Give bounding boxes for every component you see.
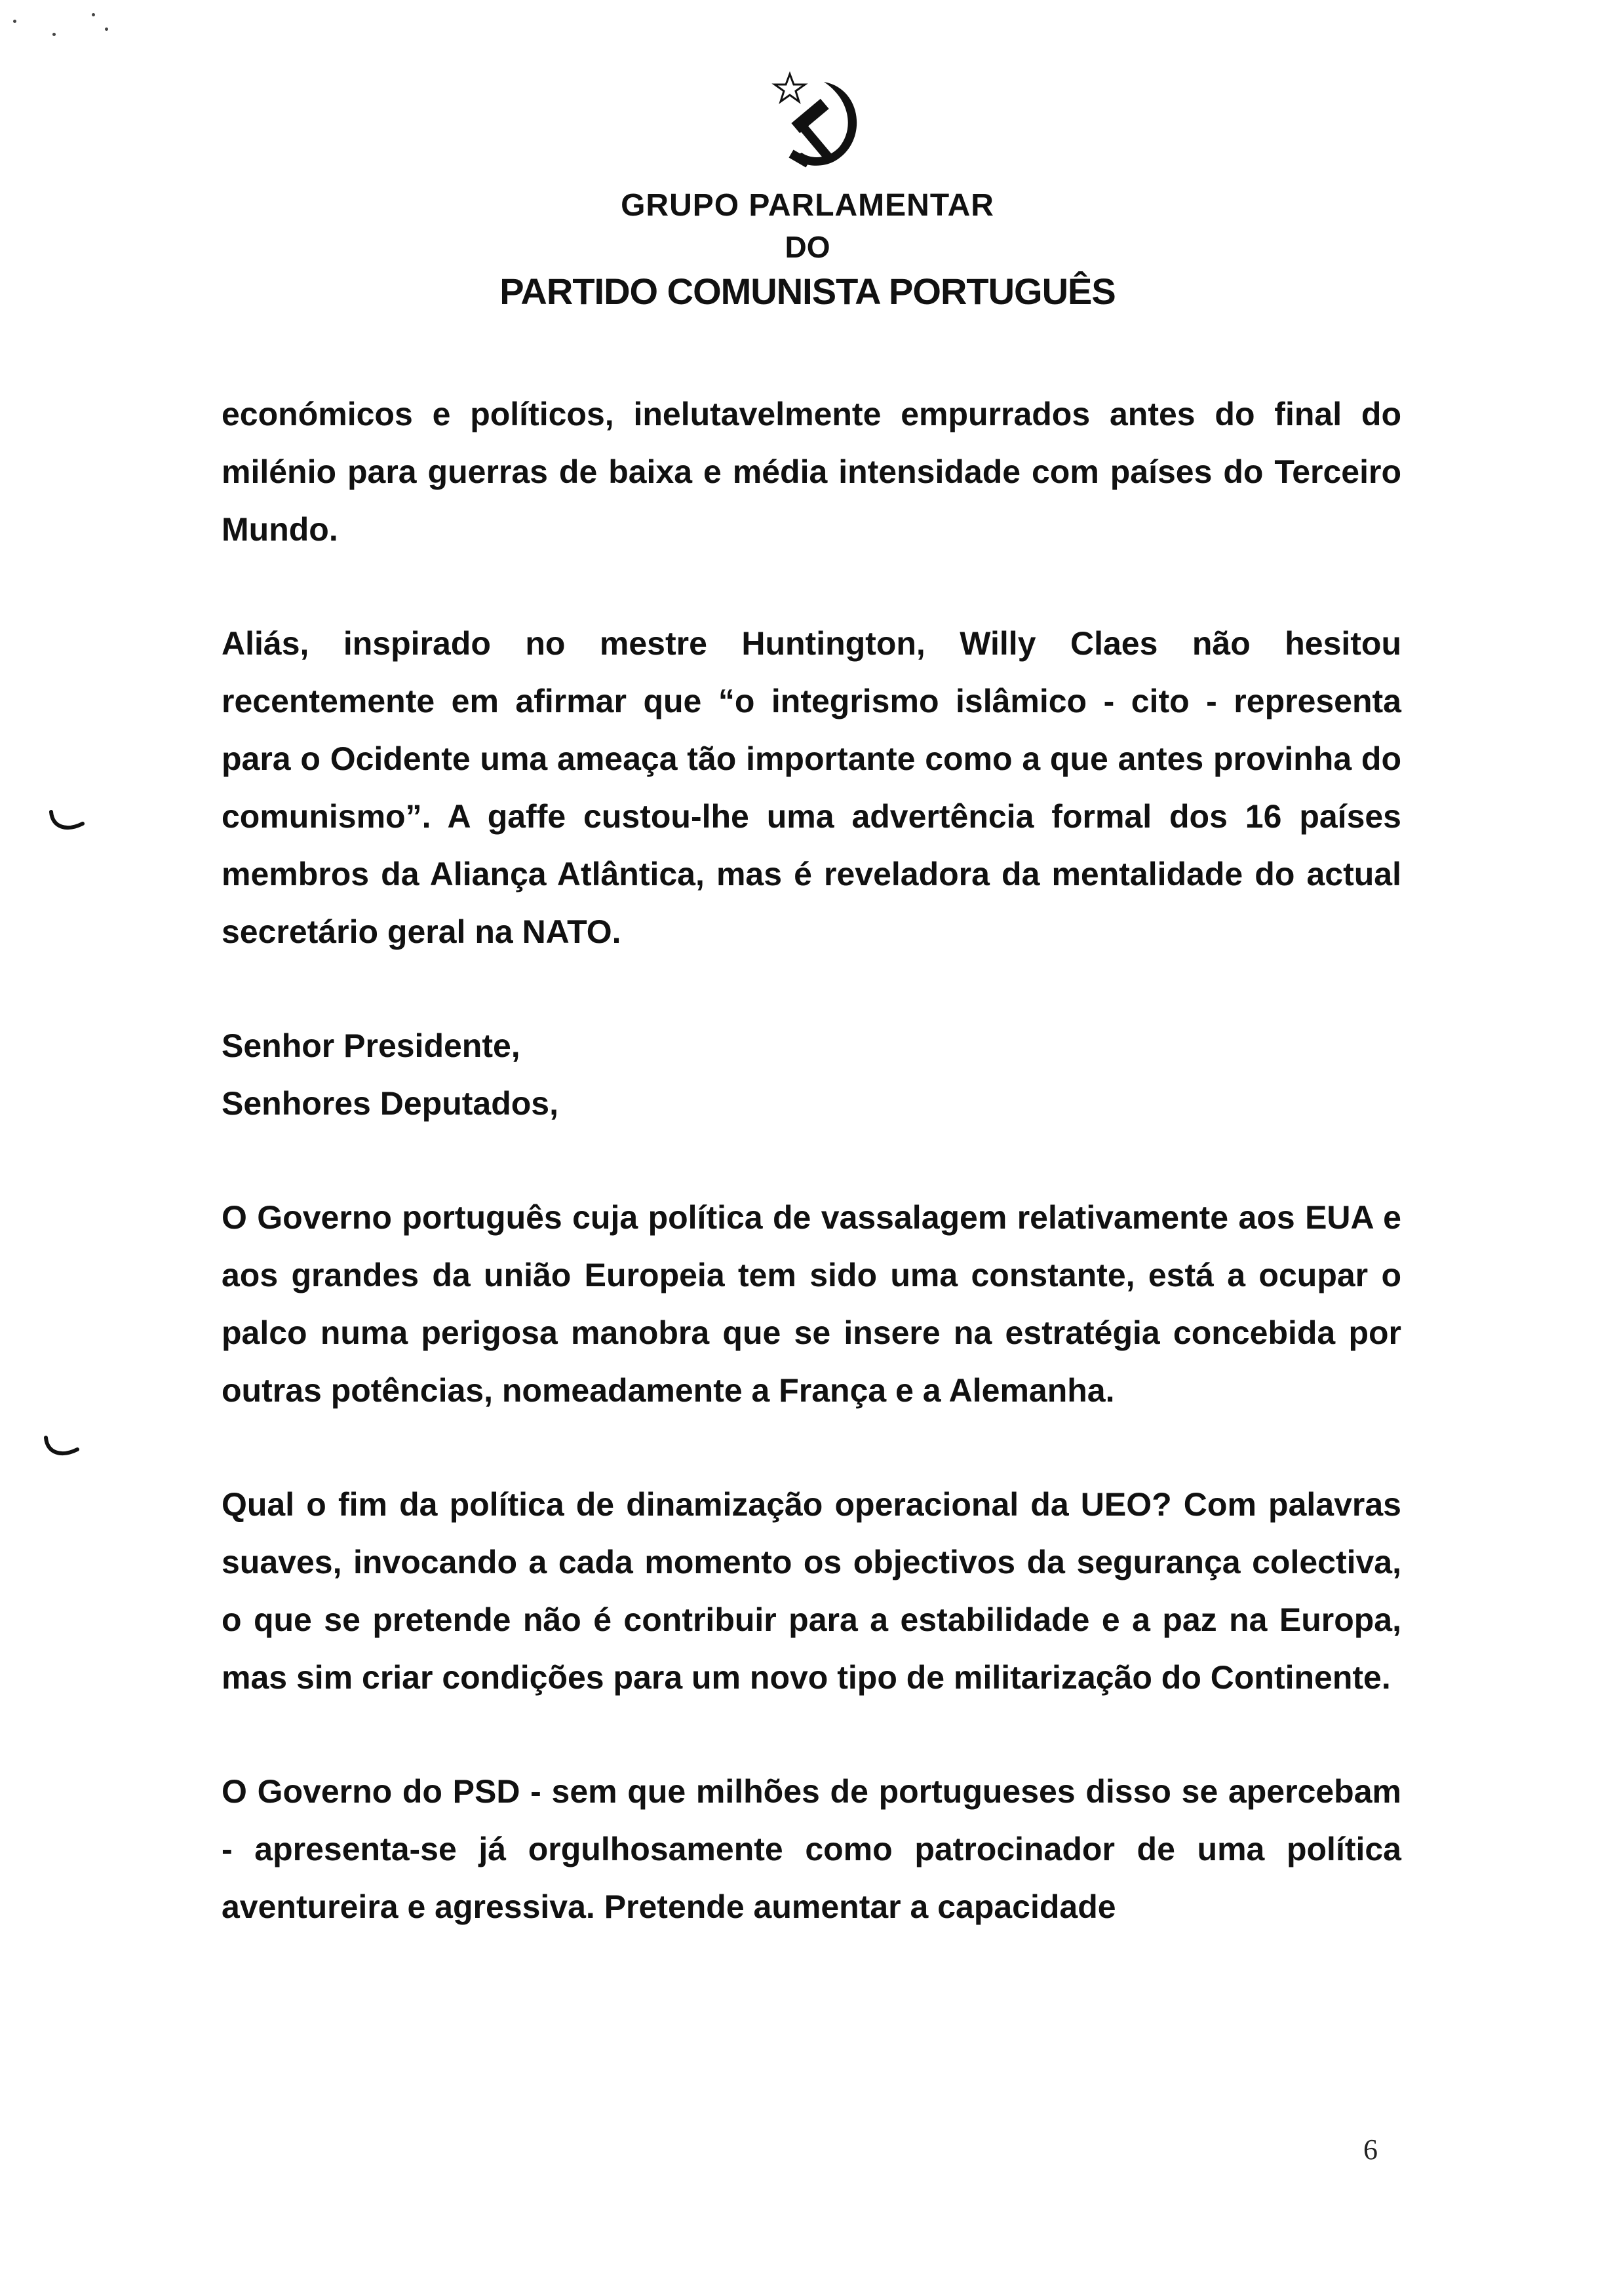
scan-speck (92, 13, 95, 16)
paragraph: Qual o fim da política de dinamização operacional da UEO? Com palavras suaves, invocando a cada momento os objectivos da segurança colectiva, o que se pretende não é contribuir para a estabilidade e a paz na Europa, mas sim criar condições para um novo tipo de militarização do Continente. (222, 1486, 1401, 1696)
salutation-line: Senhores Deputados, (222, 1085, 558, 1122)
org-name-line-1: GRUPO PARLAMENTAR (621, 188, 994, 223)
scan-speck (13, 20, 16, 23)
salutation-line: Senhor Presidente, (222, 1027, 520, 1064)
org-name-line-3: PARTIDO COMUNISTA PORTUGUÊS (499, 271, 1116, 312)
paragraph: económicos e políticos, inelutavelmente empurrados antes do final do milénio para guerras de baixa e média intensidade com países do Terceiro Mundo. (222, 396, 1401, 548)
page-number: 6 (1363, 2133, 1378, 2166)
paragraph: O Governo do PSD - sem que milhões de portugueses disso se apercebam - apresenta-se já orgulhosamente como patrocinador de uma política aventureira e agressiva. Pretende aumentar a capacidade (222, 1773, 1401, 1925)
checkmark-icon (47, 809, 87, 835)
hammer-and-sickle-with-star-icon (764, 62, 888, 180)
checkmark-icon (42, 1435, 81, 1461)
paragraph: O Governo português cuja política de vassalagem relativamente aos EUA e aos grandes da união Europeia tem sido uma constante, está a ocupar o palco numa perigosa manobra que se insere na estratégia concebida por outras potências, nomeadamente a França e a Alemanha. (222, 1199, 1401, 1409)
document-body (222, 385, 1401, 1992)
paragraph: Aliás, inspirado no mestre Huntington, Willy Claes não hesitou recentemente em afirmar que “o integrismo islâmico - cito - representa para o Ocidente uma ameaça tão importante como a que antes provinha do comunismo”. A gaffe custou-lhe uma advertência formal dos 16 países membros da Aliança Atlântica, mas é reveladora da mentalidade do actual secretário geral na NATO. (222, 625, 1401, 950)
scan-speck (52, 33, 56, 36)
org-name-line-2: DO (785, 230, 830, 264)
scan-speck (105, 28, 108, 31)
